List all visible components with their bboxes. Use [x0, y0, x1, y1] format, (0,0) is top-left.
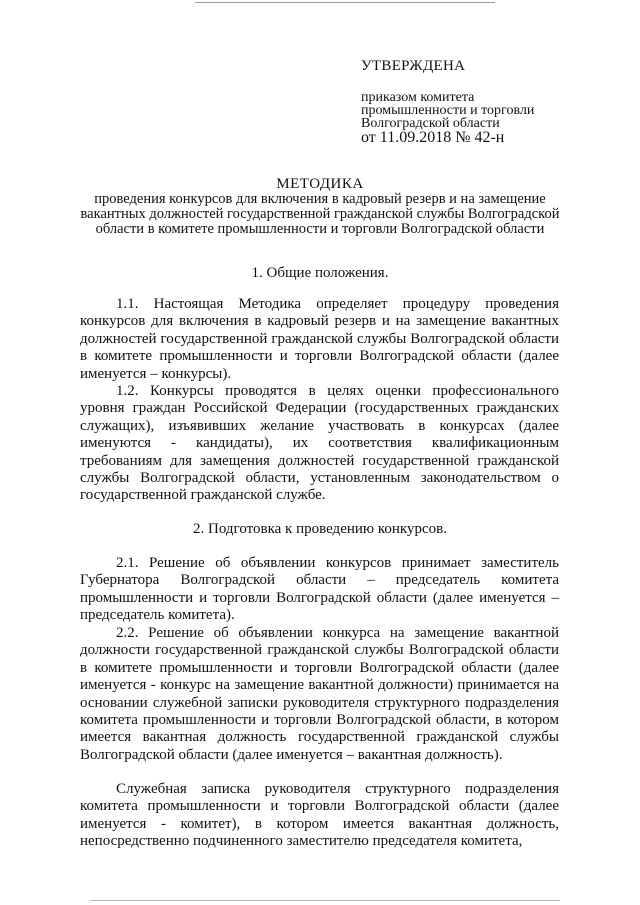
approval-line: Волгоградской области — [361, 116, 500, 131]
scan-edge-line — [90, 900, 560, 901]
paragraph-1-1: 1.1. Настоящая Методика определяет процедуру проведения конкурсов для включения в кадровый резерв и на замещение вакантных должностей государственной гражданской службы Волгоградской области в комитете промышленности и торговли Волгоградской области (далее именуется – конкурсы). — [80, 296, 559, 382]
document-subtitle: проведения конкурсов для включения в кадровый резерв и на замещение вакантных должностей государственной гражданской службы Волгоградской области в комитете промышленности и торговли Волгоградской области — [80, 191, 560, 237]
approval-title: УТВЕРЖДЕНА — [361, 58, 466, 74]
paragraph-memo: Служебная записка руководителя структурного подразделения комитета промышленности и торговли Волгоградской области (далее именуется - комитет), в котором имеется вакантная должность, непосредственно подчиненного заместителю председателя комитета, — [80, 781, 559, 850]
approval-block — [361, 91, 631, 146]
approval-line: промышленности и торговли — [361, 103, 535, 118]
approval-line: приказом комитета — [361, 90, 475, 105]
section-heading-general: 1. Общие положения. — [251, 265, 389, 281]
paragraph-2-1: 2.1. Решение об объявлении конкурсов принимает заместитель Губернатора Волгоградской области – председатель комитета промышленности и торговли Волгоградской области (далее именуется – председатель комитета). — [80, 555, 559, 624]
section-heading-preparation: 2. Подготовка к проведению конкурсов. — [193, 521, 447, 537]
paragraph-1-2: 1.2. Конкурсы проводятся в целях оценки профессионального уровня граждан Российской Федерации (государственных гражданских служащих), изъявивших желание участвовать в конкурсах (далее именуются - кандидаты), их соответствия квалификационным требованиям для замещения должностей государственной гражданской службы Волгоградской области, установленным законодательством о государственной гражданской службе. — [80, 383, 559, 504]
paragraph-2-2: 2.2. Решение об объявлении конкурса на замещение вакантной должности государственной гражданской службы Волгоградской области в комитете промышленности и торговли Волгоградской области (далее именуется - конкурс на замещение вакантной должности) принимается на основании служебной записки руководителя структурного подразделения комитета промышленности и торговли Волгоградской области, в котором имеется вакантная должность государственной гражданской службы Волгоградской области (далее именуется – вакантная должность). — [80, 625, 559, 763]
scan-edge-line — [195, 2, 495, 3]
document-title: МЕТОДИКА — [276, 176, 364, 192]
approval-date-line: от 11.09.2018 № 42-н — [361, 129, 505, 146]
